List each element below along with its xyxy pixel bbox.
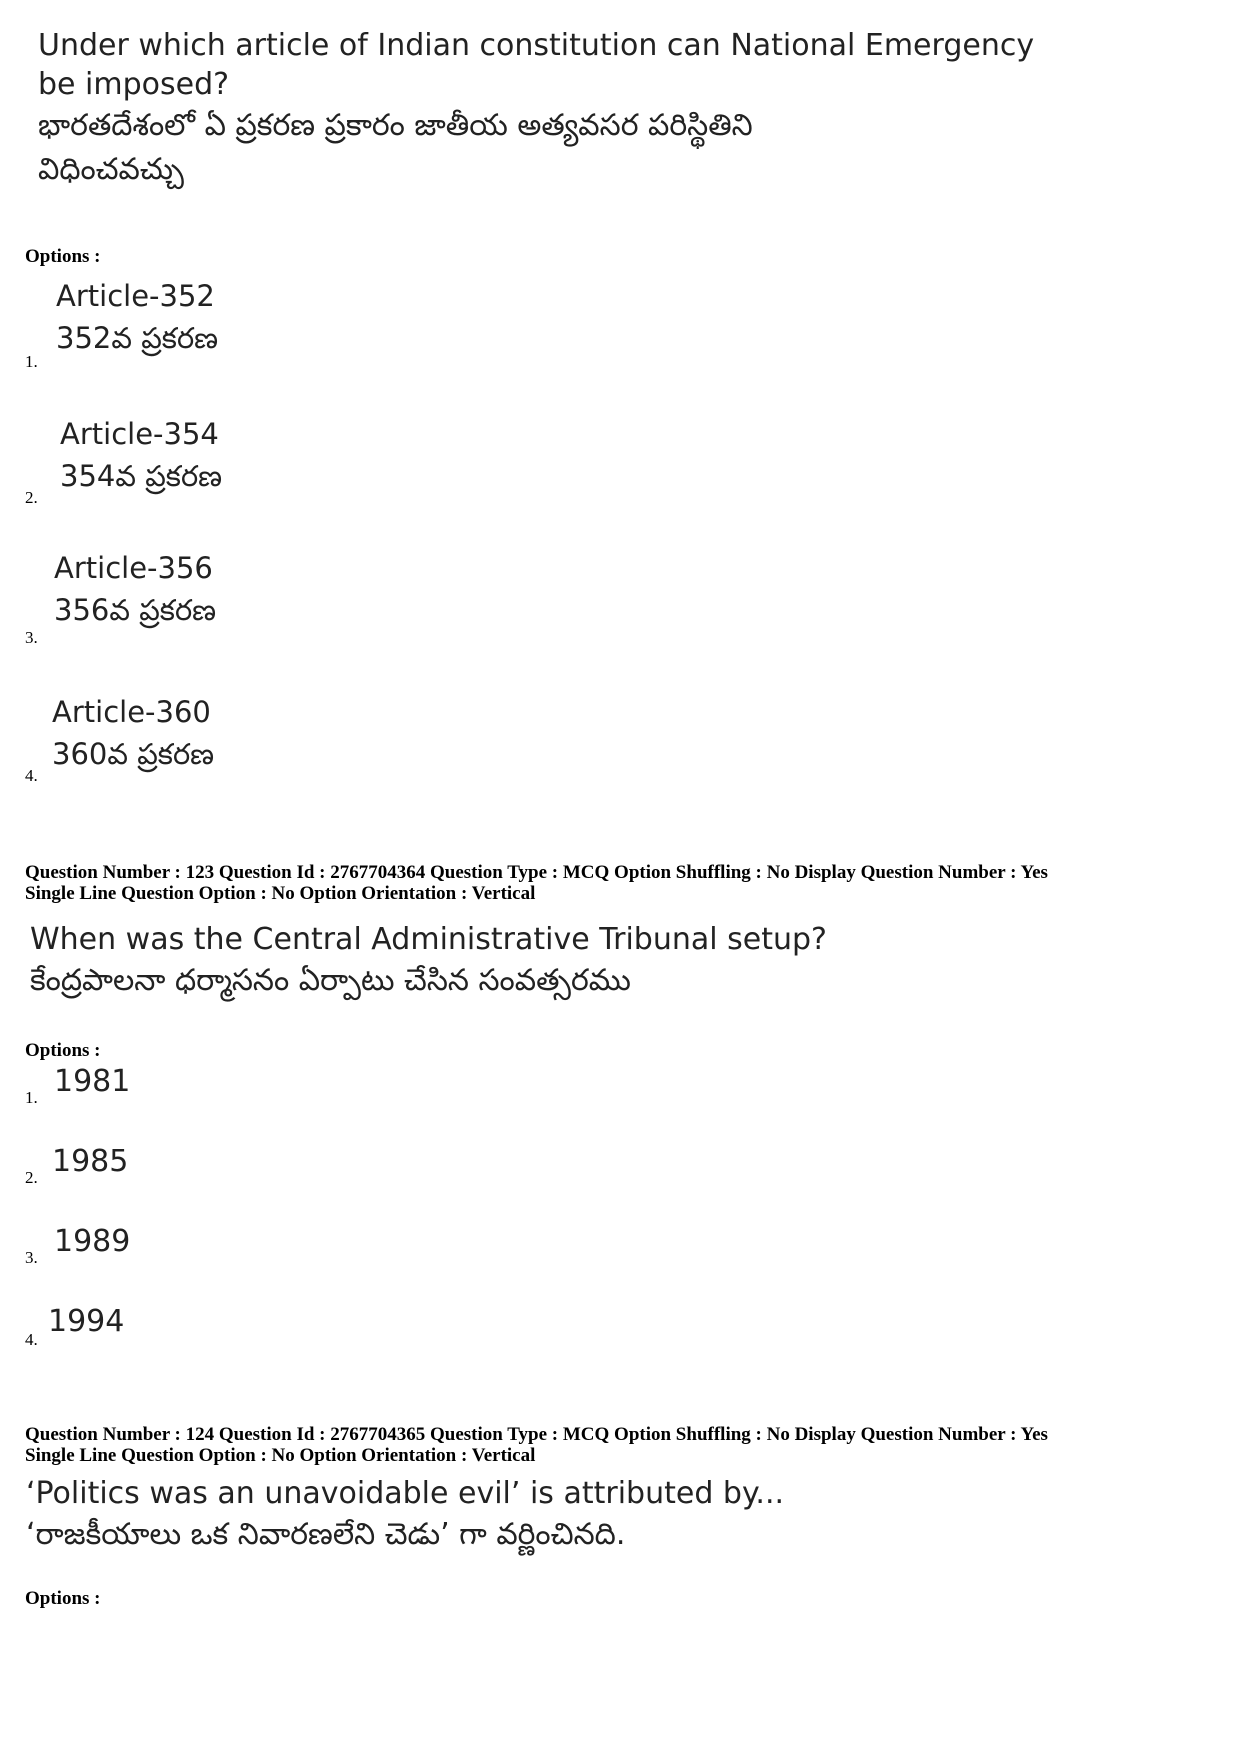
option-text-en: Article-352 bbox=[56, 279, 215, 313]
option-1-value: 1981 bbox=[54, 1064, 131, 1099]
options-label: Options : bbox=[25, 1040, 101, 1061]
options-label: Options : bbox=[25, 246, 101, 267]
option-text-te: 354వ ప్రకరణ bbox=[60, 459, 223, 493]
question-text-en-line: Under which article of Indian constitution can National Emergency bbox=[38, 28, 1035, 63]
option-3-value: 1989 bbox=[54, 1224, 131, 1259]
option-text-te: 356వ ప్రకరణ bbox=[54, 593, 217, 627]
question-meta-line: Question Number : 123 Question Id : 2767704364 Question Type : MCQ Option Shuffling : No Display Question Number : Yes bbox=[25, 862, 1048, 883]
question-meta-line: Single Line Question Option : No Option Orientation : Vertical bbox=[25, 1445, 536, 1466]
option-number: 2. bbox=[25, 488, 38, 507]
question-123-text bbox=[30, 920, 827, 1003]
option-3 bbox=[54, 548, 216, 632]
question-meta-line: Single Line Question Option : No Option Orientation : Vertical bbox=[25, 883, 536, 904]
option-4-value: 1994 bbox=[48, 1304, 125, 1339]
options-label: Options : bbox=[25, 1588, 101, 1609]
question-text-te: కేంద్రపాలనా ధర్మాసనం ఏర్పాటు చేసిన సంవత్సరము bbox=[30, 963, 631, 998]
option-text-en: Article-360 bbox=[52, 695, 211, 729]
option-2-value: 1985 bbox=[52, 1144, 129, 1179]
option-number: 1. bbox=[25, 1088, 38, 1107]
option-number: 3. bbox=[25, 1248, 38, 1267]
option-4 bbox=[52, 692, 214, 776]
option-number: 1. bbox=[25, 352, 38, 371]
question-122-text bbox=[38, 26, 1034, 191]
option-number: 4. bbox=[25, 766, 38, 785]
question-text-en: ‘Politics was an unavoidable evil’ is attributed by... bbox=[26, 1476, 785, 1511]
question-text-te: ‘రాజకీయాలు ఒక నివారణలేని చెడు’ గా వర్ణించినది. bbox=[26, 1517, 626, 1552]
question-text-te-line: విధించవచ్చు bbox=[38, 151, 184, 187]
question-text-en: When was the Central Administrative Tribunal setup? bbox=[30, 922, 827, 957]
question-123-meta bbox=[25, 862, 1048, 904]
option-1 bbox=[56, 276, 218, 360]
option-number: 3. bbox=[25, 628, 38, 647]
question-124-text bbox=[26, 1474, 784, 1557]
option-number: 4. bbox=[25, 1330, 38, 1349]
question-124-meta bbox=[25, 1424, 1048, 1466]
question-text-te-line: భారతదేశంలో ఏ ప్రకరణ ప్రకారం జాతీయ అత్యవసర పరిస్థితిని bbox=[38, 108, 753, 143]
question-text-en-line: be imposed? bbox=[38, 67, 230, 102]
option-text-en: Article-356 bbox=[54, 551, 213, 585]
option-text-te: 352వ ప్రకరణ bbox=[56, 321, 219, 355]
option-text-te: 360వ ప్రకరణ bbox=[52, 737, 215, 771]
option-number: 2. bbox=[25, 1168, 38, 1187]
option-2 bbox=[60, 414, 222, 498]
option-text-en: Article-354 bbox=[60, 417, 219, 451]
question-meta-line: Question Number : 124 Question Id : 2767704365 Question Type : MCQ Option Shuffling : No Display Question Number : Yes bbox=[25, 1424, 1048, 1445]
